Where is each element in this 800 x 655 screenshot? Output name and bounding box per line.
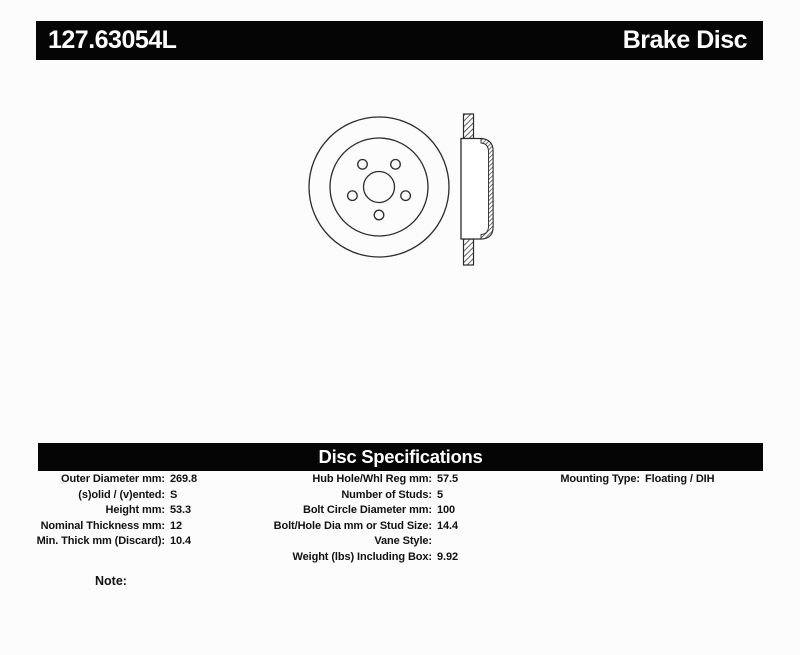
stud-hole bbox=[348, 191, 358, 201]
spec-label: Height mm: bbox=[105, 504, 165, 516]
header-bar bbox=[36, 21, 763, 60]
spec-section-title: Disc Specifications bbox=[318, 446, 483, 467]
stud-hole bbox=[391, 160, 401, 170]
stud-hole bbox=[401, 191, 411, 201]
spec-row-vane-style bbox=[250, 534, 458, 550]
spec-value: 9.92 bbox=[437, 550, 459, 563]
brake-disc-front-view bbox=[309, 117, 449, 257]
spec-row-height bbox=[30, 503, 197, 519]
spec-row-number-of-studs bbox=[250, 488, 458, 504]
spec-label: Bolt Circle Diameter mm: bbox=[302, 504, 432, 516]
spec-label: Vane Style: bbox=[374, 535, 432, 547]
spec-value: Floating / DIH bbox=[645, 473, 715, 485]
spec-row-outer-diameter bbox=[30, 472, 197, 488]
spec-row-bolt-circle-diameter bbox=[250, 503, 458, 519]
spec-label: Mounting Type: bbox=[560, 473, 640, 485]
spec-row-hub-hole bbox=[250, 472, 458, 488]
spec-label: Weight (lbs) Including Box: bbox=[292, 550, 432, 563]
spec-value: 12 bbox=[170, 519, 183, 532]
spec-value: 5 bbox=[437, 488, 444, 501]
spec-row-min-thickness bbox=[30, 534, 197, 550]
stud-hole bbox=[374, 210, 384, 220]
spec-label: Bolt/Hole Dia mm or Stud Size: bbox=[273, 519, 432, 532]
spec-column-middle bbox=[250, 472, 458, 565]
spec-label: Hub Hole/Whl Reg mm: bbox=[312, 473, 432, 485]
spec-value: S bbox=[170, 488, 178, 501]
spec-value: 57.5 bbox=[437, 473, 459, 485]
spec-column-left bbox=[30, 472, 197, 550]
rotor-ring-top-section bbox=[464, 114, 474, 139]
spec-row-weight bbox=[250, 550, 458, 566]
brake-disc-cross-section bbox=[461, 114, 493, 265]
technical-drawing bbox=[280, 95, 520, 280]
spec-label: Number of Studs: bbox=[341, 488, 432, 501]
spec-label: Outer Diameter mm: bbox=[61, 473, 165, 485]
spec-row-mounting-type bbox=[500, 472, 714, 488]
stud-holes bbox=[348, 160, 411, 220]
spec-value: 14.4 bbox=[437, 519, 459, 532]
product-type: Brake Disc bbox=[622, 26, 747, 54]
hub-hole-circle bbox=[364, 172, 395, 203]
part-number: 127.63054L bbox=[48, 26, 177, 54]
friction-surface-circle bbox=[330, 138, 428, 236]
stud-hole bbox=[358, 160, 368, 170]
spec-value: 100 bbox=[437, 504, 456, 516]
spec-value: 10.4 bbox=[170, 535, 192, 547]
spec-label: (s)olid / (v)ented: bbox=[78, 488, 165, 501]
note-label: Note: bbox=[95, 574, 127, 588]
rotor-ring-bottom-section bbox=[464, 239, 474, 265]
spec-value: 269.8 bbox=[170, 473, 198, 485]
spec-row-nominal-thickness bbox=[30, 519, 197, 535]
spec-label: Nominal Thickness mm: bbox=[40, 519, 165, 532]
spec-row-bolt-hole-dia bbox=[250, 519, 458, 535]
spec-value: 53.3 bbox=[170, 504, 192, 516]
spec-column-right bbox=[500, 472, 714, 488]
spec-section-title-bar bbox=[38, 443, 763, 471]
spec-row-solid-vented bbox=[30, 488, 197, 504]
spec-label: Min. Thick mm (Discard): bbox=[36, 535, 165, 547]
brake-disc-drawing bbox=[280, 95, 520, 280]
